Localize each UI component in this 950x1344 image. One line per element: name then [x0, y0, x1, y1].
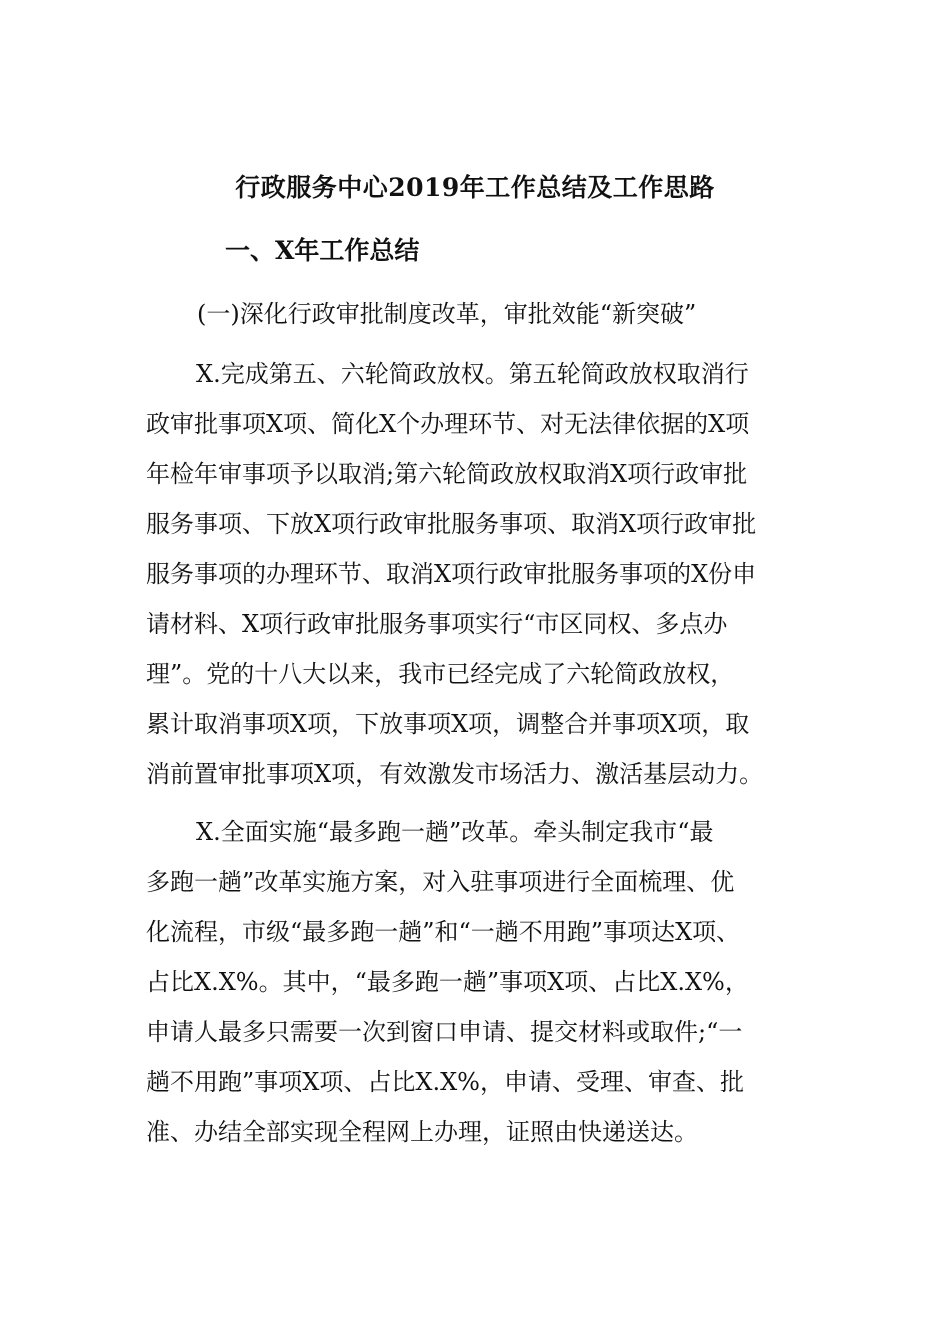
paragraph-line: 趟不用跑”事项X项、占比X.X%，申请、受理、审查、批	[146, 1068, 744, 1096]
paragraph-line: 服务事项、下放X项行政审批服务事项、取消X项行政审批	[146, 510, 757, 538]
paragraph-line: 消前置审批事项X项，有效激发市场活力、激活基层动力。	[146, 760, 764, 788]
paragraph-line: 化流程，市级“最多跑一趟”和“一趟不用跑”事项达X项、	[146, 918, 741, 946]
paragraph-line: X.全面实施“最多跑一趟”改革。牵头制定我市“最	[196, 818, 714, 846]
paragraph-line: 占比X.X%。其中，“最多跑一趟”事项X项、占比X.X%，	[146, 968, 749, 996]
paragraph-line: 准、办结全部实现全程网上办理，证照由快递送达。	[146, 1118, 698, 1146]
paragraph-line: 年检年审事项予以取消;第六轮简政放权取消X项行政审批	[146, 460, 748, 488]
subsection-heading: (一)深化行政审批制度改革，审批效能“新突破”	[197, 300, 697, 328]
paragraph-line: 服务事项的办理环节、取消X项行政审批服务事项的X份申	[146, 560, 757, 588]
paragraph-line: 多跑一趟”改革实施方案，对入驻事项进行全面梳理、优	[146, 868, 735, 896]
paragraph-line: 政审批事项X项、简化X个办理环节、对无法律依据的X项	[146, 410, 750, 438]
paragraph-line: 理”。党的十八大以来，我市已经完成了六轮简政放权，	[146, 660, 735, 688]
paragraph-line: 请材料、X项行政审批服务事项实行“市区同权、多点办	[146, 610, 728, 638]
paragraph-line: 累计取消事项X项，下放事项X项，调整合并事项X项，取	[146, 710, 750, 738]
paragraph-line: X.完成第五、六轮简政放权。第五轮简政放权取消行	[196, 360, 749, 388]
paragraph-one-trip-reform	[146, 807, 836, 1157]
paragraph-simplify-administration	[146, 349, 836, 799]
document-title: 行政服务中心2019年工作总结及工作思路	[235, 173, 715, 202]
section-heading: 一、X年工作总结	[225, 236, 420, 265]
paragraph-line: 申请人最多只需要一次到窗口申请、提交材料或取件;“一	[146, 1018, 743, 1046]
